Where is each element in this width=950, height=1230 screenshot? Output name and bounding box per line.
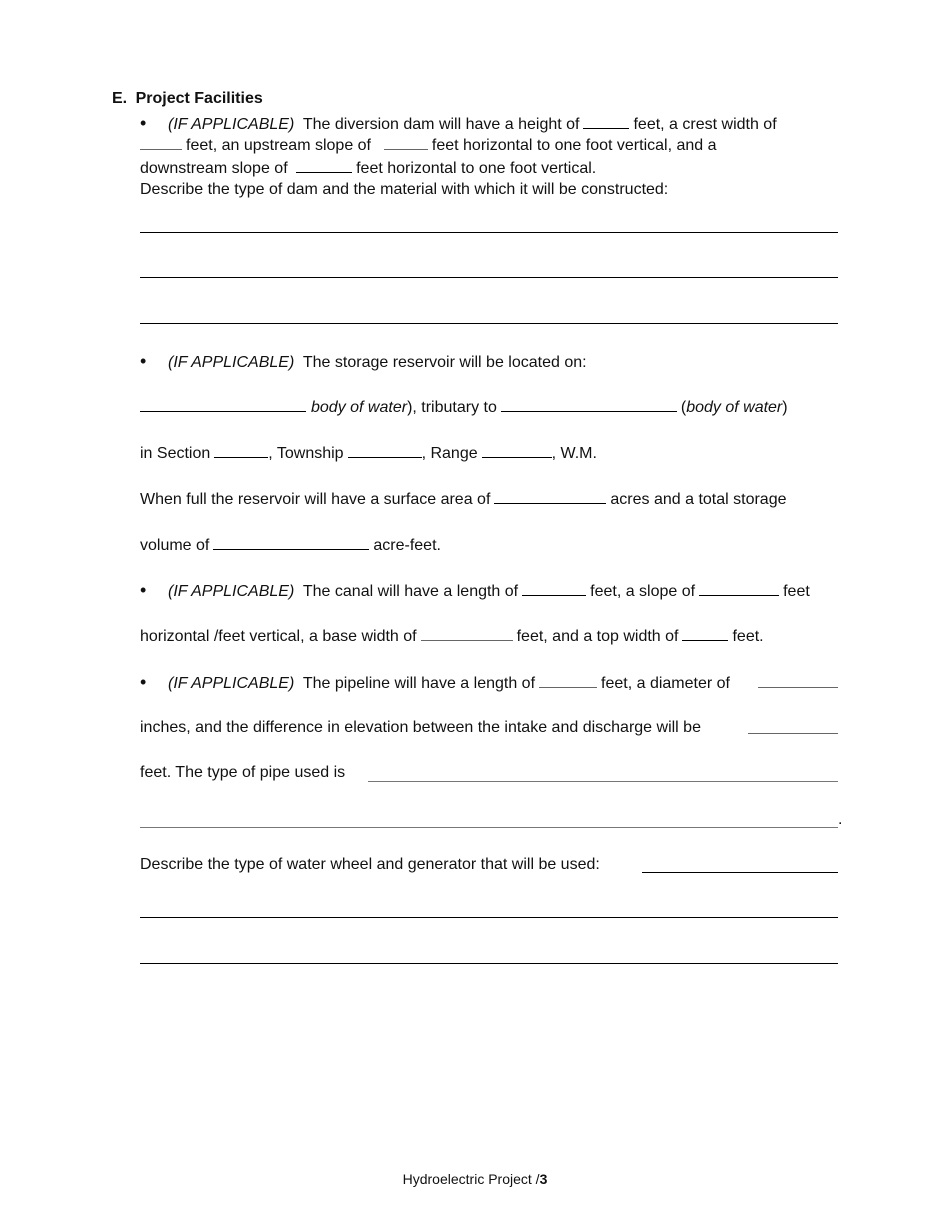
pipeline-text: feet, a diameter of <box>601 675 730 692</box>
pipeline-line-2: inches, and the difference in elevation between the intake and discharge will be <box>140 719 701 736</box>
bullet-icon <box>140 672 168 694</box>
pipe-type-period: . <box>838 811 843 828</box>
dam-description-line-3[interactable] <box>140 323 838 324</box>
wheel-description-line-2[interactable] <box>140 917 838 918</box>
if-applicable-label: (IF APPLICABLE) <box>168 354 295 371</box>
reservoir-water-body-field[interactable] <box>140 397 306 412</box>
body-of-water-label: body of water <box>311 399 408 416</box>
reservoir-text: in Section <box>140 445 211 462</box>
reservoir-text: ), tributary to <box>407 399 497 416</box>
dam-line-4: Describe the type of dam and the material with which it will be constructed: <box>140 181 669 198</box>
page-footer <box>0 1169 950 1189</box>
canal-text: horizontal /feet vertical, a base width of <box>140 628 417 645</box>
bullet-icon <box>140 113 168 135</box>
reservoir-tributary-field[interactable] <box>501 397 677 412</box>
dam-text: downstream slope of <box>140 160 288 177</box>
reservoir-text: acres and a total storage <box>610 491 787 508</box>
dam-description-line-2[interactable] <box>140 277 838 278</box>
dam-text: The diversion dam will have a height of <box>302 116 580 133</box>
reservoir-surface-area-field[interactable] <box>494 489 606 504</box>
if-applicable-label: (IF APPLICABLE) <box>168 583 295 600</box>
reservoir-volume-field[interactable] <box>213 535 369 550</box>
pipeline-line-1 <box>140 672 730 694</box>
section-letter: E. <box>112 90 128 107</box>
canal-text: feet, a slope of <box>590 583 696 600</box>
reservoir-text: , Township <box>268 445 344 462</box>
dam-text: feet horizontal to one foot vertical, and a <box>431 137 717 154</box>
section-heading <box>112 89 263 109</box>
canal-base-width-field[interactable] <box>421 626 513 641</box>
canal-text: feet. <box>732 628 764 645</box>
dam-description-line-1[interactable] <box>140 232 838 233</box>
reservoir-text: , W.M. <box>551 445 597 462</box>
bullet-icon <box>140 580 168 602</box>
canal-length-field[interactable] <box>522 581 586 596</box>
canal-line-2 <box>140 626 764 647</box>
dam-crest-width-field[interactable] <box>140 135 182 150</box>
pipe-type-field[interactable] <box>368 781 838 782</box>
canal-text: The canal will have a length of <box>302 583 519 600</box>
canal-text: feet <box>783 583 810 600</box>
if-applicable-label: (IF APPLICABLE) <box>168 116 295 133</box>
reservoir-text: The storage reservoir will be located on: <box>302 354 587 371</box>
reservoir-text: , Range <box>421 445 478 462</box>
reservoir-line-5 <box>140 535 441 556</box>
bullet-icon <box>140 351 168 373</box>
wheel-line-1: Describe the type of water wheel and generator that will be used: <box>140 856 600 873</box>
pipeline-elevation-field[interactable] <box>748 719 838 734</box>
dam-text: feet, a crest width of <box>633 116 777 133</box>
canal-line-1 <box>140 580 810 602</box>
dam-line-3 <box>140 158 596 179</box>
dam-downstream-slope-field[interactable] <box>296 158 352 173</box>
reservoir-line-3 <box>140 443 597 464</box>
dam-text: feet, an upstream slope of <box>186 137 371 154</box>
reservoir-text: acre-feet. <box>373 537 441 554</box>
reservoir-text: When full the reservoir will have a surface area of <box>140 491 491 508</box>
wheel-description-field[interactable] <box>642 872 838 873</box>
pipeline-text: The pipeline will have a length of <box>302 675 536 692</box>
reservoir-line-1 <box>140 351 587 373</box>
pipeline-diameter-field[interactable] <box>758 673 838 688</box>
reservoir-range-field[interactable] <box>482 443 552 458</box>
canal-text: feet, and a top width of <box>516 628 679 645</box>
pipeline-length-field[interactable] <box>539 673 597 688</box>
reservoir-text: volume of <box>140 537 210 554</box>
if-applicable-label: (IF APPLICABLE) <box>168 675 295 692</box>
dam-text: feet horizontal to one foot vertical. <box>356 160 597 177</box>
dam-height-field[interactable] <box>583 114 629 129</box>
reservoir-line-4 <box>140 489 787 510</box>
dam-line-1 <box>140 113 777 135</box>
pipe-type-field-line-2[interactable] <box>140 827 838 828</box>
footer-text: Hydroelectric Project / <box>402 1171 540 1187</box>
reservoir-township-field[interactable] <box>348 443 422 458</box>
canal-top-width-field[interactable] <box>682 626 728 641</box>
reservoir-section-field[interactable] <box>214 443 268 458</box>
wheel-description-line-3[interactable] <box>140 963 838 964</box>
body-of-water-label: body of water <box>686 399 783 416</box>
page-number: 3 <box>539 1171 548 1187</box>
section-title: Project Facilities <box>135 90 263 107</box>
reservoir-line-2: body of water), tributary to (body of water) <box>140 397 788 418</box>
canal-slope-field[interactable] <box>699 581 779 596</box>
dam-line-2 <box>140 135 717 156</box>
dam-upstream-slope-field[interactable] <box>384 135 428 150</box>
pipeline-line-3: feet. The type of pipe used is <box>140 764 346 781</box>
